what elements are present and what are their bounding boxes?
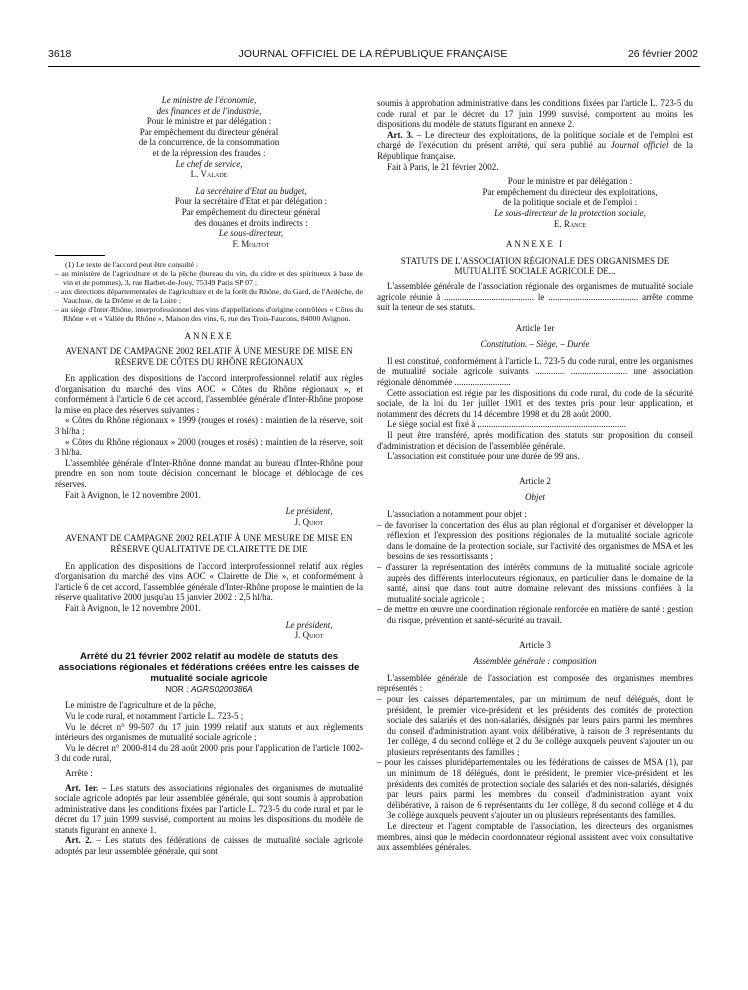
page-header — [48, 48, 698, 64]
paragraph: Le directeur et l'agent comptable de l'association, les directeurs des organismes membres, ainsi que le médecin coordonnateur régional assistent avec voix consultative aux assemblées générales. — [377, 821, 693, 853]
composition-list — [377, 694, 693, 821]
paragraph: En application des dispositions de l'accord interprofessionnel relatif aux règles d'organisation du marché des vins AOC « Côtes du Rhône régionaux », et conformément à l'article 6 de cet accord, l'assemblée générale d'Inter-Rhône propose la mise en place des réserves suivantes : — [55, 373, 363, 415]
avenant-title: AVENANT DE CAMPAGNE 2002 RELATIF À UNE MESURE DE MISE EN RÉSERVE QUALITATIVE DE CLAIRETTE DE DIE — [65, 533, 353, 554]
nor-code: AGRS0200386A — [190, 683, 253, 694]
avenant-signature — [255, 506, 363, 527]
paragraph: Il peut être transféré, après modification des statuts sur proposition du conseil d'administration et décision de l'assemblée générale. — [377, 430, 693, 451]
paragraph: Le siège social est fixé à .................................................................. — [387, 419, 626, 430]
article-text-italic: Journal officiel — [610, 140, 669, 151]
paragraph: L'assemblée générale d'Inter-Rhône donne mandat au bureau d'Inter-Rhône pour prendre en son nom toute décision concernant le blocage et déblocage de ces réserves. — [55, 457, 363, 490]
delegation-line: Pour la secrétaire d'Etat et par délégation : — [174, 196, 328, 207]
list-item: – pour les caisses départementales, par un minimum de neuf délégués, dont le président, le premier vice-président et les présidents des comités de protection sociale des salariés et des non-salariés, désignés par leurs pairs parmi les membres du conseil d'administration ayant voix délibérative, à raison de 3 représentants du 1er collège, 4 du second collège et 2 du 3e collège auxquels peuvent s'ajouter un ou plusieurs représentants des familles ; — [377, 694, 693, 758]
signatory-name: F. Moutot — [232, 238, 270, 249]
list-item: – de mettre en œuvre une coordination régionale renforcée en matière de santé : gestion du risque, prévention et santé-sécurité au travail. — [377, 604, 693, 625]
paragraph: Vu le code rural, et notamment l'article L. 723-5 ; — [65, 710, 244, 721]
signatory-role: Le sous-directeur, — [218, 228, 284, 239]
article-3-paragraph: Art. 3. – Le directeur des exploitations, de la politique sociale et de l'emploi est chargé de l'exécution du présent arrêté, qui sera publié au Journal officiel de la République française. — [377, 129, 694, 161]
signature-block-rance — [447, 176, 693, 229]
footnote-item: – au siège d'Inter-Rhône, interprofessionnel des vins d'appellations d'origine contrôlées « Côtes du Rhône » et « Vallée du Rhône », Maison des vins, 6, rue des Trois-Faucons, 84000 Avignon. — [55, 305, 363, 323]
page-number: 3618 — [48, 48, 72, 60]
paragraph: « Côtes du Rhône régionaux » 1999 (rouges et rosés) : maintien de la réserve, soit 3 hl/ha ; — [55, 415, 363, 437]
article-1-paragraph: Art. 1er. – Les statuts des associations régionales des organismes de mutualité sociale agricole adoptés par leur assemblée générale, qui sont soumis à approbation administrative dans les conditions fixées par l'article L. 723-5 du code rural et par le décret du 17 juin 1999 susvisé, comportent au moins les dispositions du modèle de statuts figurant en annexe 1. — [55, 782, 363, 835]
footnote-item: – aux directions départementales de l'agriculture et de la forêt du Rhône, du Gard, de l'Ardèche, de Vaucluse, de la Drôme et de la Loire ; — [55, 287, 363, 305]
delegation-line: de la politique sociale et de l'emploi : — [502, 197, 638, 208]
list-item: – d'assurer la représentation des intérêts communs de la mutualité sociale agricole auprès des différents interlocuteurs régionaux, en particulier dans le domaine de la santé, ainsi que dans tout autre domaine relevant des missions confiées à la mutualité sociale agricole ; — [377, 562, 693, 604]
date-line: Fait à Paris, le 21 février 2002. — [387, 161, 499, 172]
delegation-line: de la concurrence, de la consommation — [138, 137, 280, 148]
delegation-line: Pour le ministre et par délégation : — [146, 116, 272, 127]
delegation-line: Par empêchement du directeur des exploitations, — [482, 186, 658, 197]
signatory-name: L. Valade — [190, 169, 228, 180]
article-label: Art. 3. — [387, 129, 414, 140]
list-item: – pour les caisses pluridépartementales ou les fédérations de caisses de MSA (1), par un minimum de 18 délégués, dont le président, le premier vice-président et les présidents des comités de protection sociale des salariés et des non-salariés, désignés par leurs pairs parmi les membres du conseil d'administration ayant voix délibérative, à raison de 6 représentants du 1er collège, 8 du second collège et 4 du 3e collège auxquels peuvent s'ajouter un ou plusieurs représentants des familles. — [377, 757, 693, 821]
arrete-title: Arrêté du 21 février 2002 relatif au modèle de statuts des associations régionales et fédérations créées entre les caisses de mutualité sociale agricole — [58, 650, 360, 684]
article-heading: Article 2 — [519, 475, 551, 486]
paragraph: L'association est constituée pour une durée de 99 ans. — [387, 451, 580, 462]
signature-block-economie — [55, 95, 363, 180]
arrete-label: Arrête : — [65, 767, 93, 778]
date-line: Fait à Avignon, le 12 novembre 2001. — [65, 602, 201, 613]
paragraph: Le ministre de l'agriculture et de la pêche, — [65, 700, 217, 711]
footnote-item: – au ministère de l'agriculture et de la pêche (bureau du vin, du cidre et des spiritueux à base de vin et de pommes), 3, rue Barbet-de-Jouy, 75349 Paris SP 07 ; — [55, 269, 363, 287]
signatory-role: Le président, — [285, 506, 333, 517]
left-column — [55, 95, 363, 857]
avenant-signature — [255, 620, 363, 641]
article-text: Le directeur des exploitations, de la politique sociale et de l'emploi est chargé de l'exécution du présent arrêté, qui sera publié au — [377, 129, 694, 151]
article-subheading: Constitution. – Siège. – Durée — [480, 339, 590, 350]
nor-line — [55, 684, 363, 695]
article-heading: Article 3 — [519, 639, 551, 650]
paragraph: Vu le décret n° 2000-814 du 28 août 2000 pris pour l'application de l'article 1002-3 du code rural, — [55, 742, 363, 764]
delegation-line: Par empêchement du directeur général — [139, 126, 279, 137]
paragraph: L'assemblée générale de l'association est composée des organismes membres représentés : — [377, 672, 693, 694]
delegation-line: et de la répression des fraudes : — [152, 147, 266, 158]
article-label: Art. 1er. — [65, 782, 99, 793]
paragraph: « Côtes du Rhône régionaux » 2000 (rouges et rosés) : maintien de la réserve, soit 3 hl/ha. — [55, 436, 363, 458]
article-label: Art. 2. — [65, 835, 92, 846]
footnote-intro: (1) Le texte de l'accord peut être consulté : — [65, 260, 199, 270]
header-rule — [48, 66, 700, 67]
article-text: Les statuts des associations régionales des organismes de mutualité sociale agricole adoptés par leur assemblée générale, qui sont soumis à approbation administrative dans les conditions fixées par l'article L. 723-5 du code rural et par le décret du 17 juin 1999 susvisé, comportent au moins les dispositions du modèle de statuts figurant en annexe 1. — [55, 782, 363, 835]
delegation-line: Pour le ministre et par délégation : — [507, 176, 633, 187]
signatory-title: La secrétaire d'Etat au budget, — [195, 185, 307, 196]
signatory-name: J. Quiot — [294, 630, 324, 641]
avenant-title: AVENANT DE CAMPAGNE 2002 RELATIF À UNE MESURE DE MISE EN RÉSERVE DE CÔTES DU RHÔNE RÉGIONAUX — [65, 345, 353, 367]
signatory-name: E. Rance — [553, 218, 587, 229]
paragraph: Il est constitué, conformément à l'article L. 723-5 du code rural, entre les organismes de mutualité sociale agricole suivants ............. ......................... une association régionale dénommée ......................... — [377, 355, 693, 388]
date-line: Fait à Avignon, le 12 novembre 2001. — [65, 489, 201, 500]
article-2-paragraph: Art. 2. – Les statuts des fédérations de caisses de mutualité sociale agricole adoptés par leur assemblée générale, qui sont — [55, 835, 364, 857]
article-text: Les statuts des fédérations de caisses de mutualité sociale agricole adoptés par leur assemblée générale, qui sont — [55, 835, 364, 857]
journal-title: JOURNAL OFFICIEL DE LA RÉPUBLIQUE FRANÇAISE — [238, 48, 508, 60]
statuts-title: STATUTS DE L'ASSOCIATION RÉGIONALE DES ORGANISMES DE MUTUALITÉ SOCIALE AGRICOLE DE... — [400, 255, 670, 277]
signatory-title: Le ministre de l'économie, — [161, 95, 257, 105]
delegation-line: Par empêchement du directeur général — [181, 206, 321, 217]
article-subheading: Assemblée générale : composition — [473, 656, 597, 667]
article-heading: Article 1er — [515, 322, 555, 333]
annexe-title: ANNEXE — [184, 331, 234, 342]
signatory-role: Le sous-directeur de la protection sociale, — [494, 207, 646, 218]
paragraph: Cette association est régie par les dispositions du code rural, du code de la sécurité sociale, de la loi du 1er juillet 1901 et des textes pris pour leur application, et notamment des décrets du 14 décembre 1998 et du 28 août 2000. — [377, 387, 693, 419]
paragraph: L'assemblée générale de l'association régionale des organismes de mutualité sociale agricole réunie à ........................................ le ........................................ arrête comme suit la teneur de ses statuts. — [377, 280, 693, 313]
issue-date: 26 février 2002 — [627, 48, 698, 60]
signatory-title-cont: des finances et de l'industrie, — [156, 105, 262, 116]
signatory-name: J. Quiot — [294, 516, 324, 527]
article-subheading: Objet — [525, 492, 545, 503]
right-column — [377, 98, 693, 853]
delegation-line: des douanes et droits indirects : — [194, 217, 308, 228]
paragraph: En application des dispositions de l'accord interprofessionnel relatif aux règles d'organisation du marché des vins AOC « Clairette de Die », et conformément à l'article 6 de cet accord, l'assemblée générale d'Inter-Rhône propose le maintien de la réserve qualitative 2000 jusqu'au 15 janvier 2002 : 2,5 hl/ha. — [55, 560, 363, 603]
paragraph: Vu le décret n° 99-507 du 17 juin 1999 relatif aux statuts et aux règlements intérieurs des organismes de mutualité sociale agricole ; — [55, 721, 363, 743]
footnote-rule — [55, 255, 105, 256]
signature-block-budget — [139, 186, 363, 250]
signatory-role: Le président, — [285, 619, 333, 630]
objet-list — [377, 520, 693, 626]
list-item: – de favoriser la concertation des élus au plan régional et d'organiser et développer la réflexion et l'expression des positions régionales de la mutualité sociale agricole dans le domaine de la protection sociale, sur l'activité des organismes de MSA et les besoins de ses ressortissants ; — [377, 520, 693, 562]
paragraph: L'association a notamment pour objet : — [387, 509, 527, 519]
paragraph: soumis à approbation administrative dans les conditions fixées par l'article L. 723-5 du code rural et par le décret du 17 juin 1999 susvisé, comportent au moins les dispositions du modèle de statuts figurant en annexe 2. — [377, 98, 693, 130]
annexe-title: ANNEXE I — [505, 239, 565, 250]
footnote — [55, 260, 363, 323]
nor-label: NOR : — [165, 683, 189, 694]
article-text: de la République française. — [377, 140, 693, 161]
signatory-role: Le chef de service, — [175, 158, 243, 169]
